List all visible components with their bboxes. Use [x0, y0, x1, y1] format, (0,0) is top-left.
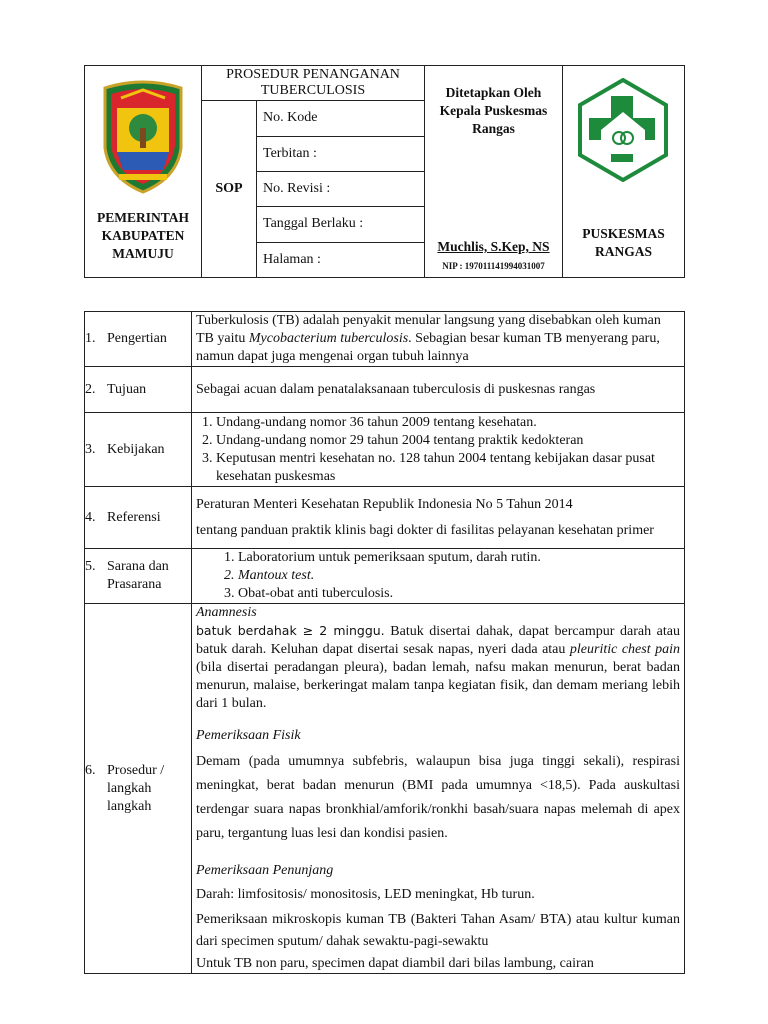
row-label-tujuan: Tujuan	[107, 381, 147, 397]
list-item: 1. Undang-undang nomor 36 tahun 2009 tentang kesehatan.	[216, 414, 680, 432]
field-tanggal-berlaku: Tanggal Berlaku :	[257, 207, 425, 242]
row-label-sarana: Sarana dan Prasarana	[107, 559, 169, 592]
signer-name: Muchlis, S.Kep, NS	[437, 239, 550, 254]
list-item: 2. Undang-undang nomor 29 tahun 2004 tentang praktik kedokteran	[216, 432, 680, 450]
tujuan-text: Sebagai acuan dalam penatalaksanaan tuberculosis di puskesnas rangas	[192, 367, 685, 413]
row-sarana: 5. Sarana dan Prasarana 1. Laboratorium untuk pemeriksaan sputum, darah rutin. 2. Mantoux test. 3. Obat-obat anti tuberculosis.	[85, 549, 685, 604]
row-label-kebijakan: Kebijakan	[107, 441, 165, 457]
heading-anamnesis: Anamnesis	[196, 605, 257, 620]
sop-content-table	[84, 311, 685, 974]
list-item: 2. Mantoux test.	[238, 567, 680, 585]
row-pengertian: 1. Pengertian Tuberkulosis (TB) adalah penyakit menular langsung yang disebabkan oleh kuman TB yaitu Mycobacterium tuberculosis. Sebagian besar kuman TB menyerang paru, namun dapat juga mengenai organ tubuh lainnya	[85, 312, 685, 367]
pemeriksaan-fisik-text: Demam (pada umumnya subfebris, walaupun bisa juga tinggi sekali), respirasi meningkat, berat badan menurun (BMI pada umumnya <18,5). Pada auskultasi terdengar suara napas bronkhial/amforik/ronkhi basah/suara napas melemah di apex paru, tergantung luas lesi dan kondisi pasien.	[196, 754, 680, 841]
field-no-revisi: No. Revisi :	[257, 171, 425, 206]
list-item: 3. Obat-obat anti tuberculosis.	[238, 585, 680, 603]
sarana-list	[196, 549, 680, 603]
penunjang-darah: Darah: limfositosis/ monositosis, LED meningkat, Hb turun.	[196, 887, 535, 902]
field-terbitan: Terbitan :	[257, 136, 425, 171]
anamnesis-text: batuk berdahak ≥ 2 minggu. Batuk disertai dahak, dapat bercampur darah atau batuk darah. Keluhan dapat disertai sesak napas, nyeri dada atau pleuritic chest pain (bila disertai peradangan pleura), badan lemah, nafsu makan menurun, berat badan menurun, malaise, berkeringat malam tanpa kegiatan fisik, dan demam meriang lebih dari 1 bulan.	[196, 623, 681, 711]
penunjang-mikroskopis: Pemeriksaan mikroskopis kuman TB (Bakteri Tahan Asam/ BTA) atau kultur kuman dari specimen sputum/ dahak sewaktu-pagi-sewaktu	[196, 912, 680, 949]
sop-title: PROSEDUR PENANGANAN TUBERCULOSIS	[202, 66, 425, 101]
row-label-pengertian: Pengertian	[107, 331, 167, 346]
referensi-line-2: tentang panduan praktik klinis bagi dokter di fasilitas pelayanan kesehatan primer	[196, 522, 654, 538]
row-prosedur: 6. Prosedur / langkah langkah Anamnesis batuk berdahak ≥ 2 minggu. Batuk disertai dahak, dapat bercampur darah atau batuk darah. Keluhan dapat disertai sesak napas, nyeri dada atau pleuritic chest pain (bila disertai peradangan pleura), badan lemah, nafsu makan menurun, berat badan menurun, malaise, berkeringat malam tanpa kegiatan fisik, dan demam meriang lebih dari 1 bulan. Pemeriksaan Fisik Demam (pada umumnya subfebris, walaupun bisa juga tinggi sekali), respirasi meningkat, berat badan menurun (BMI pada umumnya <18,5). Pada auskultasi terdengar suara napas bronkhial/amforik/ronkhi basah/suara napas melemah di apex paru, tergantung luas lesi dan kondisi pasien. Pemeriksaan Penunjang Darah: limfositosis/ monositosis, LED meningkat, Hb turun. Pemeriksaan mikroskopis kuman TB (Bakteri Tahan Asam/ BTA) atau kultur kuman dari specimen sputum/ dahak sewaktu-pagi-sewaktu Untuk TB non paru, specimen dapat diambil dari bilas lambung, cairan	[85, 604, 685, 974]
row-label-prosedur: Prosedur / langkah langkah	[107, 762, 165, 814]
kebijakan-list	[196, 414, 680, 486]
penunjang-non-paru: Untuk TB non paru, specimen dapat diambil dari bilas lambung, cairan	[196, 956, 594, 971]
heading-pemeriksaan-penunjang: Pemeriksaan Penunjang	[196, 863, 334, 878]
mamuju-coat-of-arms-icon	[97, 78, 189, 196]
row-label-referensi: Referensi	[107, 509, 161, 525]
row-kebijakan: 3. Kebijakan 1. Undang-undang nomor 36 tahun 2009 tentang kesehatan. 2. Undang-undang nomor 29 tahun 2004 tentang praktik kedokteran 3. Keputusan mentri kesehatan no. 128 tahun 2004 tentang kebijakan dasar pusat kesehatan puskesmas	[85, 413, 685, 487]
row-tujuan: 2. Tujuan Sebagai acuan dalam penatalaksanaan tuberculosis di puskesnas rangas	[85, 367, 685, 413]
pemkab-name: PEMERINTAH KABUPATEN MAMUJU	[96, 210, 189, 261]
heading-pemeriksaan-fisik: Pemeriksaan Fisik	[196, 728, 301, 743]
puskesmas-logo-icon	[571, 78, 675, 182]
signer-nip: NIP : 197011141994031007	[442, 261, 545, 271]
puskesmas-cell	[563, 66, 685, 278]
field-no-kode: No. Kode	[257, 101, 425, 136]
field-halaman: Halaman :	[257, 242, 425, 277]
puskesmas-name: PUSKESMAS RANGAS	[582, 226, 665, 259]
sop-label: SOP	[202, 101, 257, 278]
list-item: 3. Keputusan mentri kesehatan no. 128 tahun 2004 tentang kebijakan dasar pusat kesehatan puskesmas	[216, 450, 680, 486]
pemkab-cell	[85, 66, 202, 278]
pengertian-text: Tuberkulosis (TB) adalah penyakit menular langsung yang disebabkan oleh kuman TB yaitu Mycobacterium tuberculosis. Sebagian besar kuman TB menyerang paru, namun dapat juga mengenai organ tubuh lainnya	[192, 312, 685, 367]
ditetapkan-cell: Ditetapkan Oleh Kepala Puskesmas Rangas Muchlis, S.Kep, NS NIP : 197011141994031007	[425, 66, 563, 278]
referensi-line-1: Peraturan Menteri Kesehatan Republik Indonesia No 5 Tahun 2014	[196, 496, 573, 512]
row-referensi: 4. Referensi Peraturan Menteri Kesehatan Republik Indonesia No 5 Tahun 2014 tentang panduan praktik klinis bagi dokter di fasilitas pelayanan kesehatan primer	[85, 487, 685, 549]
list-item: 1. Laboratorium untuk pemeriksaan sputum, darah rutin.	[238, 549, 680, 567]
sop-header-table	[84, 65, 685, 278]
